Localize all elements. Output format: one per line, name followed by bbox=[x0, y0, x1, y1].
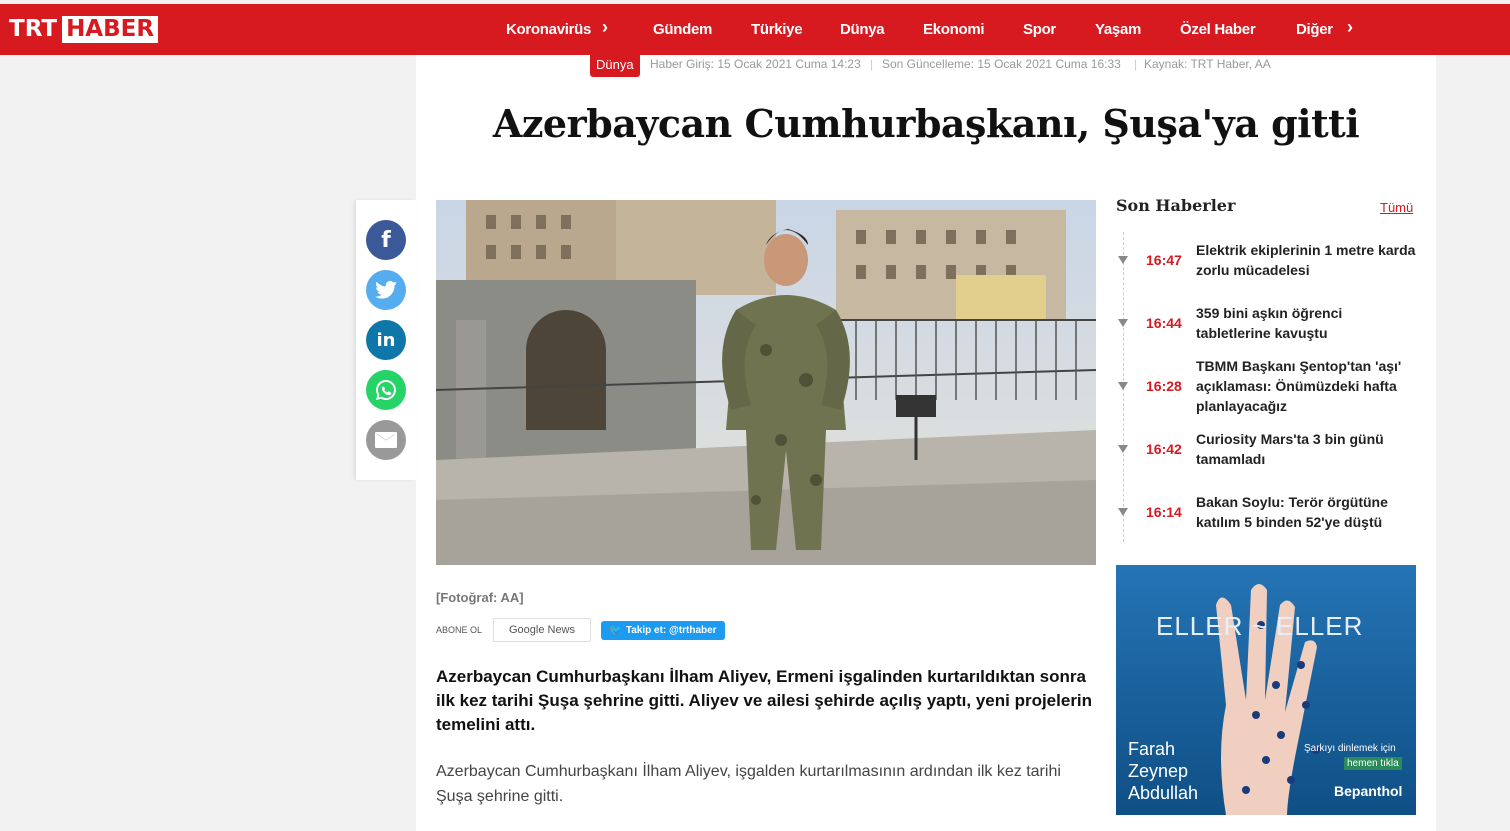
news-text: Curiosity Mars'ta 3 bin günü tamamladı bbox=[1196, 431, 1384, 467]
advertisement[interactable] bbox=[1116, 565, 1416, 815]
twitter-icon[interactable] bbox=[366, 270, 406, 310]
ad-cta-2[interactable]: hemen tıkla bbox=[1344, 757, 1402, 770]
article-title: Azerbaycan Cumhurbaşkanı, Şuşa'ya gitti bbox=[492, 101, 1360, 146]
google-news-label: Google News bbox=[508, 624, 576, 636]
nav-item-dunya[interactable]: Dünya bbox=[840, 21, 885, 38]
ad-artist-2: Zeynep bbox=[1128, 761, 1189, 781]
header-bar bbox=[0, 4, 1510, 55]
ad-headline: ELLER ~ ELLER bbox=[1156, 611, 1364, 641]
meta-divider: | bbox=[870, 57, 874, 71]
entry-date: Haber Giriş: 15 Ocak 2021 Cuma 14:23 bbox=[650, 57, 861, 71]
google-news-button[interactable] bbox=[493, 618, 591, 642]
triangle-down-icon bbox=[1118, 319, 1128, 327]
chevron-right-icon[interactable]: › bbox=[602, 17, 608, 37]
whatsapp-icon[interactable] bbox=[366, 370, 406, 410]
photo-illustration bbox=[436, 200, 1096, 565]
nav-item-turkiye[interactable]: Türkiye bbox=[751, 21, 803, 38]
subscribe-label: ABONE OL bbox=[436, 625, 483, 635]
triangle-down-icon bbox=[1118, 445, 1128, 453]
nav-item-koronavirus[interactable]: Koronavirüs bbox=[506, 21, 592, 38]
news-time: 16:42 bbox=[1146, 441, 1182, 457]
source: Kaynak: TRT Haber, AA bbox=[1144, 57, 1271, 71]
article-photo[interactable] bbox=[436, 200, 1096, 565]
news-text: TBMM Başkanı Şentop'tan 'aşı' açıklaması: Önümüzdeki hafta planlayacağız bbox=[1196, 358, 1402, 414]
nav-item-diger[interactable]: Diğer bbox=[1296, 21, 1333, 38]
news-time: 16:47 bbox=[1146, 252, 1182, 268]
category-badge[interactable]: Dünya bbox=[590, 52, 640, 77]
email-icon[interactable] bbox=[366, 420, 406, 460]
twitter-follow-label: Takip et: @trthaber bbox=[625, 625, 717, 636]
twitter-follow-button[interactable] bbox=[601, 621, 725, 640]
ad-cta-1: Şarkıyı dinlemek için bbox=[1304, 743, 1396, 754]
nav-item-spor[interactable]: Spor bbox=[1023, 21, 1056, 38]
article-meta bbox=[416, 55, 1436, 77]
nav-item-ozel-haber[interactable]: Özel Haber bbox=[1180, 21, 1256, 38]
nav-item-ekonomi[interactable]: Ekonomi bbox=[923, 21, 985, 38]
son-haberler-all-link[interactable]: Tümü bbox=[1380, 200, 1414, 215]
logo-haber: HABER bbox=[62, 16, 158, 43]
article-lead: Azerbaycan Cumhurbaşkanı İlham Aliyev, Ermeni işgalinden kurtarıldıktan sonra ilk kez tarihi Şuşa şehrine gitti. Aliyev ve ailesi şehirde açılış yaptı, yeni projelerin temelini attı. bbox=[436, 667, 1093, 734]
logo-trt: TRT bbox=[9, 16, 58, 42]
linkedin-icon[interactable]: in bbox=[366, 320, 406, 360]
triangle-down-icon bbox=[1118, 508, 1128, 516]
facebook-icon[interactable]: f bbox=[366, 220, 406, 260]
chevron-right-icon[interactable]: › bbox=[1347, 17, 1353, 37]
logo[interactable] bbox=[9, 16, 158, 43]
share-bar bbox=[356, 200, 416, 480]
news-time: 16:28 bbox=[1146, 378, 1182, 394]
photo-caption: [Fotoğraf: AA] bbox=[436, 590, 524, 605]
article-body: Azerbaycan Cumhurbaşkanı İlham Aliyev, işgalden kurtarılmasının ardından ilk kez tarihi Şuşa şehrine gitti. bbox=[436, 763, 1061, 805]
son-haberler-title: Son Haberler bbox=[1116, 196, 1236, 215]
news-text: Bakan Soylu: Terör örgütüne katılım 5 binden 52'ye düştü bbox=[1196, 494, 1388, 530]
ad-artist-1: Farah bbox=[1128, 739, 1176, 759]
nav-item-yasam[interactable]: Yaşam bbox=[1095, 21, 1142, 38]
news-time: 16:14 bbox=[1146, 504, 1182, 520]
ad-brand: Bepanthol bbox=[1334, 783, 1403, 799]
news-time: 16:44 bbox=[1146, 315, 1182, 331]
triangle-down-icon bbox=[1118, 382, 1128, 390]
triangle-down-icon bbox=[1118, 256, 1128, 264]
news-text: 359 bini aşkın öğrenci tabletlerine kavuştu bbox=[1196, 305, 1343, 341]
updated-date: Son Güncelleme: 15 Ocak 2021 Cuma 16:33 bbox=[882, 57, 1121, 71]
twitter-icon: 🐦 bbox=[609, 625, 622, 636]
ad-artist-3: Abdullah bbox=[1128, 783, 1199, 803]
meta-divider: | bbox=[1134, 57, 1138, 71]
news-text: Elektrik ekiplerinin 1 metre karda zorlu mücadelesi bbox=[1196, 242, 1416, 278]
nav-item-gundem[interactable]: Gündem bbox=[653, 21, 713, 38]
